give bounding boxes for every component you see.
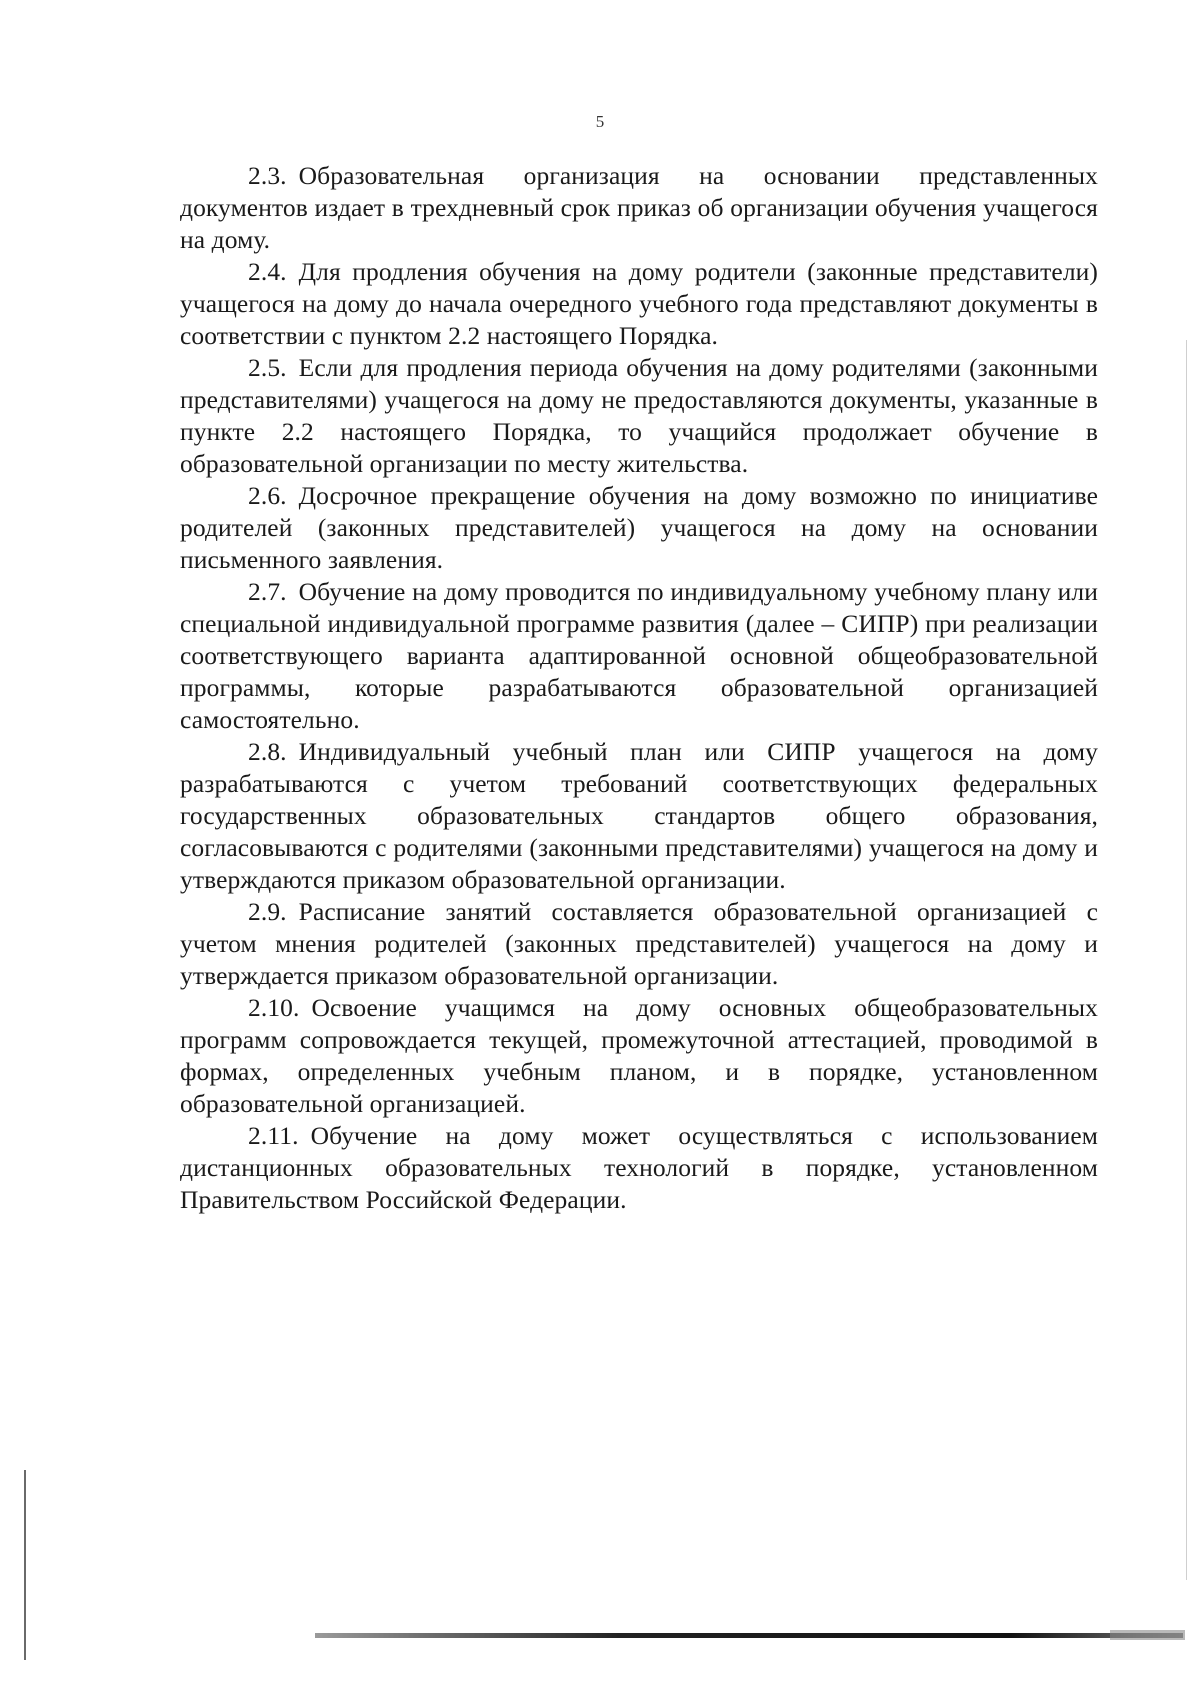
paragraph-2-4	[180, 256, 1098, 352]
scan-bottom-edge	[315, 1633, 1183, 1638]
paragraph-2-10	[180, 992, 1098, 1120]
paragraph-2-3	[180, 160, 1098, 256]
paragraph-text: Образовательная организация на основании представленных документов издает в трехдневный срок приказ об организации обучения учащегося на дому.	[180, 161, 1098, 254]
paragraph-2-7	[180, 576, 1098, 736]
paragraph-text: Индивидуальный учебный план или СИПР учащегося на дому разрабатываются с учетом требований соответствующих федеральных государственных образовательных стандартов общего образования, согласовываются с родителями (законными представителями) учащегося на дому и утверждаются приказом образовательной организации.	[180, 737, 1098, 894]
paragraph-number: 2.5.	[248, 353, 287, 382]
paragraph-2-9	[180, 896, 1098, 992]
page-number: 5	[595, 112, 605, 131]
paragraph-2-8	[180, 736, 1098, 896]
paragraph-number: 2.7.	[248, 577, 287, 606]
paragraph-number: 2.4.	[248, 257, 287, 286]
scan-edge-line-right	[1186, 340, 1187, 1580]
paragraph-number: 2.9.	[248, 897, 287, 926]
document-body	[180, 160, 1098, 1216]
scan-bottom-edge-corner	[1110, 1630, 1185, 1640]
paragraph-number: 2.11.	[248, 1121, 299, 1150]
paragraph-text: Если для продления периода обучения на дому родителями (законными представителями) учащегося на дому не предоставляются документы, указанные в пункте 2.2 настоящего Порядка, то учащийся продолжает обучение в образовательной организации по месту жительства.	[180, 353, 1098, 478]
paragraph-number: 2.10.	[248, 993, 300, 1022]
paragraph-2-6	[180, 480, 1098, 576]
paragraph-text: Обучение на дому проводится по индивидуальному учебному плану или специальной индивидуальной программе развития (далее – СИПР) при реализации соответствующего варианта адаптированной основной общеобразовательной программы, которые разрабатываются образовательной организацией самостоятельно.	[180, 577, 1098, 734]
paragraph-text: Досрочное прекращение обучения на дому возможно по инициативе родителей (законных представителей) учащегося на дому на основании письменного заявления.	[180, 481, 1098, 574]
paragraph-2-11	[180, 1120, 1098, 1216]
paragraph-text: Освоение учащимся на дому основных общеобразовательных программ сопровождается текущей, промежуточной аттестацией, проводимой в формах, определенных учебным планом, и в порядке, установленном образовательной организацией.	[180, 993, 1098, 1118]
paragraph-text: Для продления обучения на дому родители (законные представители) учащегося на дому до начала очередного учебного года представляют документы в соответствии с пунктом 2.2 настоящего Порядка.	[180, 257, 1098, 350]
paragraph-text: Расписание занятий составляется образовательной организацией с учетом мнения родителей (законных представителей) учащегося на дому и утверждается приказом образовательной организации.	[180, 897, 1098, 990]
paragraph-2-5	[180, 352, 1098, 480]
scan-edge-line-left	[24, 1470, 26, 1660]
paragraph-number: 2.8.	[248, 737, 287, 766]
paragraph-number: 2.3.	[248, 161, 287, 190]
paragraph-text: Обучение на дому может осуществляться с использованием дистанционных образовательных технологий в порядке, установленном Правительством Российской Федерации.	[180, 1121, 1098, 1214]
paragraph-number: 2.6.	[248, 481, 287, 510]
